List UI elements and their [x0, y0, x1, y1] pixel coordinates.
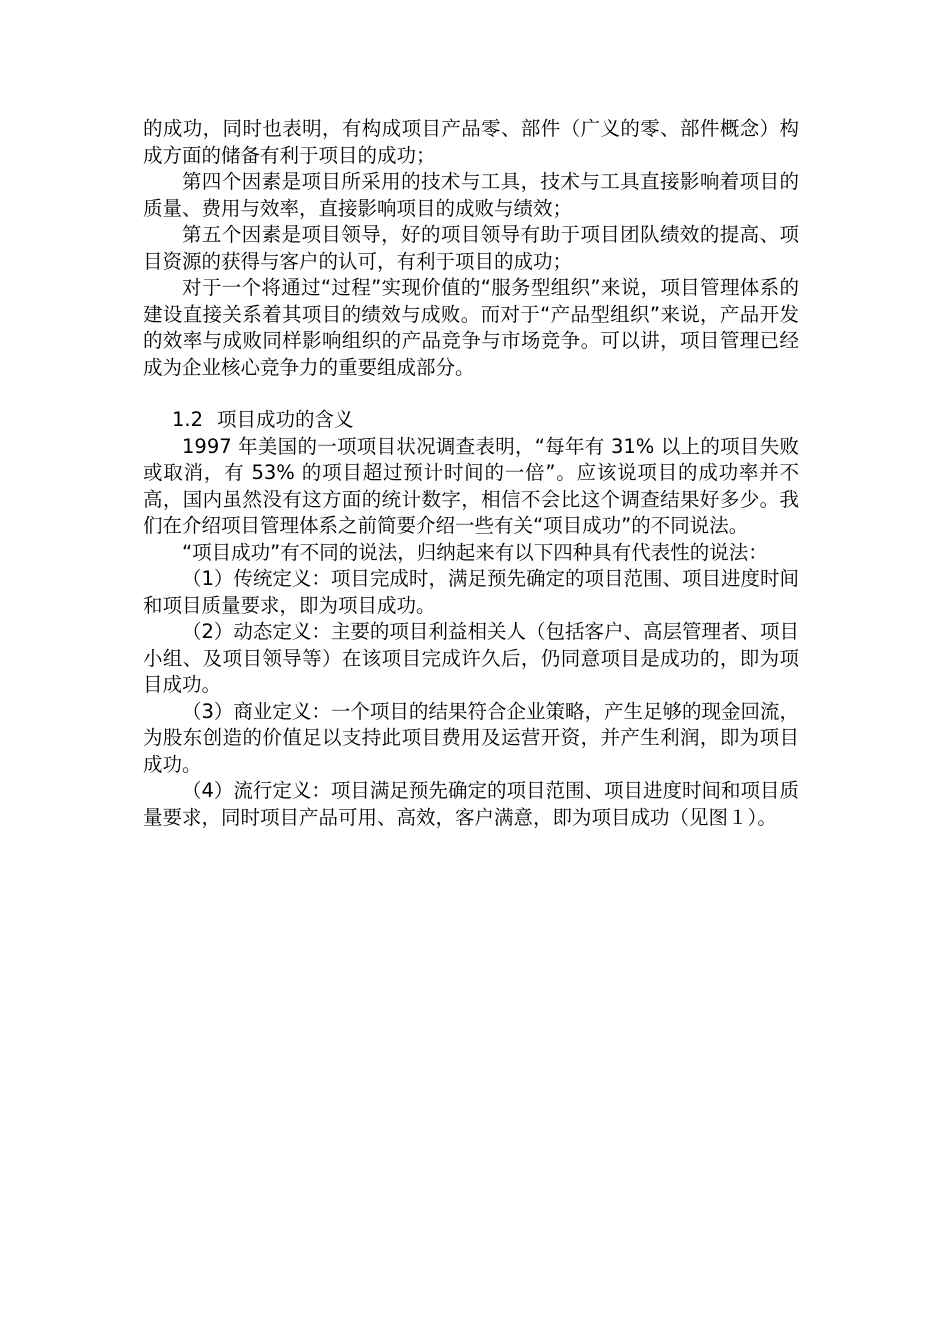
document-body — [143, 116, 799, 831]
definition-popular: （4）流行定义：项目满足预先确定的项目范围、项目进度时间和项目质量要求，同时项目产品可用、高效，客户满意，即为项目成功（见图１）。 — [143, 779, 799, 829]
paragraph-core-competence: 对于一个将通过“过程”实现价值的“服务型组织”来说，项目管理体系的建设直接关系着其项目的绩效与成败。而对于“产品型组织”来说，产品开发的效率与成败同样影响组织的产品竞争与市场竞争。可以讲，项目管理已经成为企业核心竞争力的重要组成部分。 — [143, 276, 799, 379]
definition-dynamic: （2）动态定义：主要的项目利益相关人（包括客户、高层管理者、项目小组、及项目领导等）在该项目完成许久后，仍同意项目是成功的，即为项目成功。 — [143, 620, 799, 696]
section-number: 1.2 — [172, 408, 204, 431]
section-spacer — [143, 381, 799, 407]
paragraph-reserve-success: 的成功，同时也表明，有构成项目产品零、部件（广义的零、部件概念）构成方面的储备有利于项目的成功； — [143, 117, 799, 167]
paragraph-factor-four: 第四个因素是项目所采用的技术与工具，技术与工具直接影响着项目的质量、费用与效率，直接影响项目的成败与绩效； — [143, 170, 799, 220]
paragraph-survey: 1997 年美国的一项项目状况调查表明，“每年有 31% 以上的项目失败或取消，有 53% 的项目超过预计时间的一倍”。应该说项目的成功率并不高，国内虽然没有这方面的统计数字，相信不会比这个调查结果好多少。我们在介绍项目管理体系之前简要介绍一些有关“项目成功”的不同说法。 — [143, 434, 799, 537]
section-title: 项目成功的含义 — [217, 408, 354, 431]
paragraph-definitions-intro: “项目成功”有不同的说法，归纳起来有以下四种具有代表性的说法： — [182, 540, 768, 564]
definition-traditional: （1）传统定义：项目完成时，满足预先确定的项目范围、项目进度时间和项目质量要求，即为项目成功。 — [143, 567, 799, 617]
definition-business: （3）商业定义：一个项目的结果符合企业策略，产生足够的现金回流，为股东创造的价值足以支持此项目费用及运营开资，并产生利润，即为项目成功。 — [143, 699, 799, 776]
section-heading — [143, 407, 799, 434]
paragraph-factor-five: 第五个因素是项目领导，好的项目领导有助于项目团队绩效的提高、项目资源的获得与客户的认可，有利于项目的成功； — [143, 223, 799, 273]
